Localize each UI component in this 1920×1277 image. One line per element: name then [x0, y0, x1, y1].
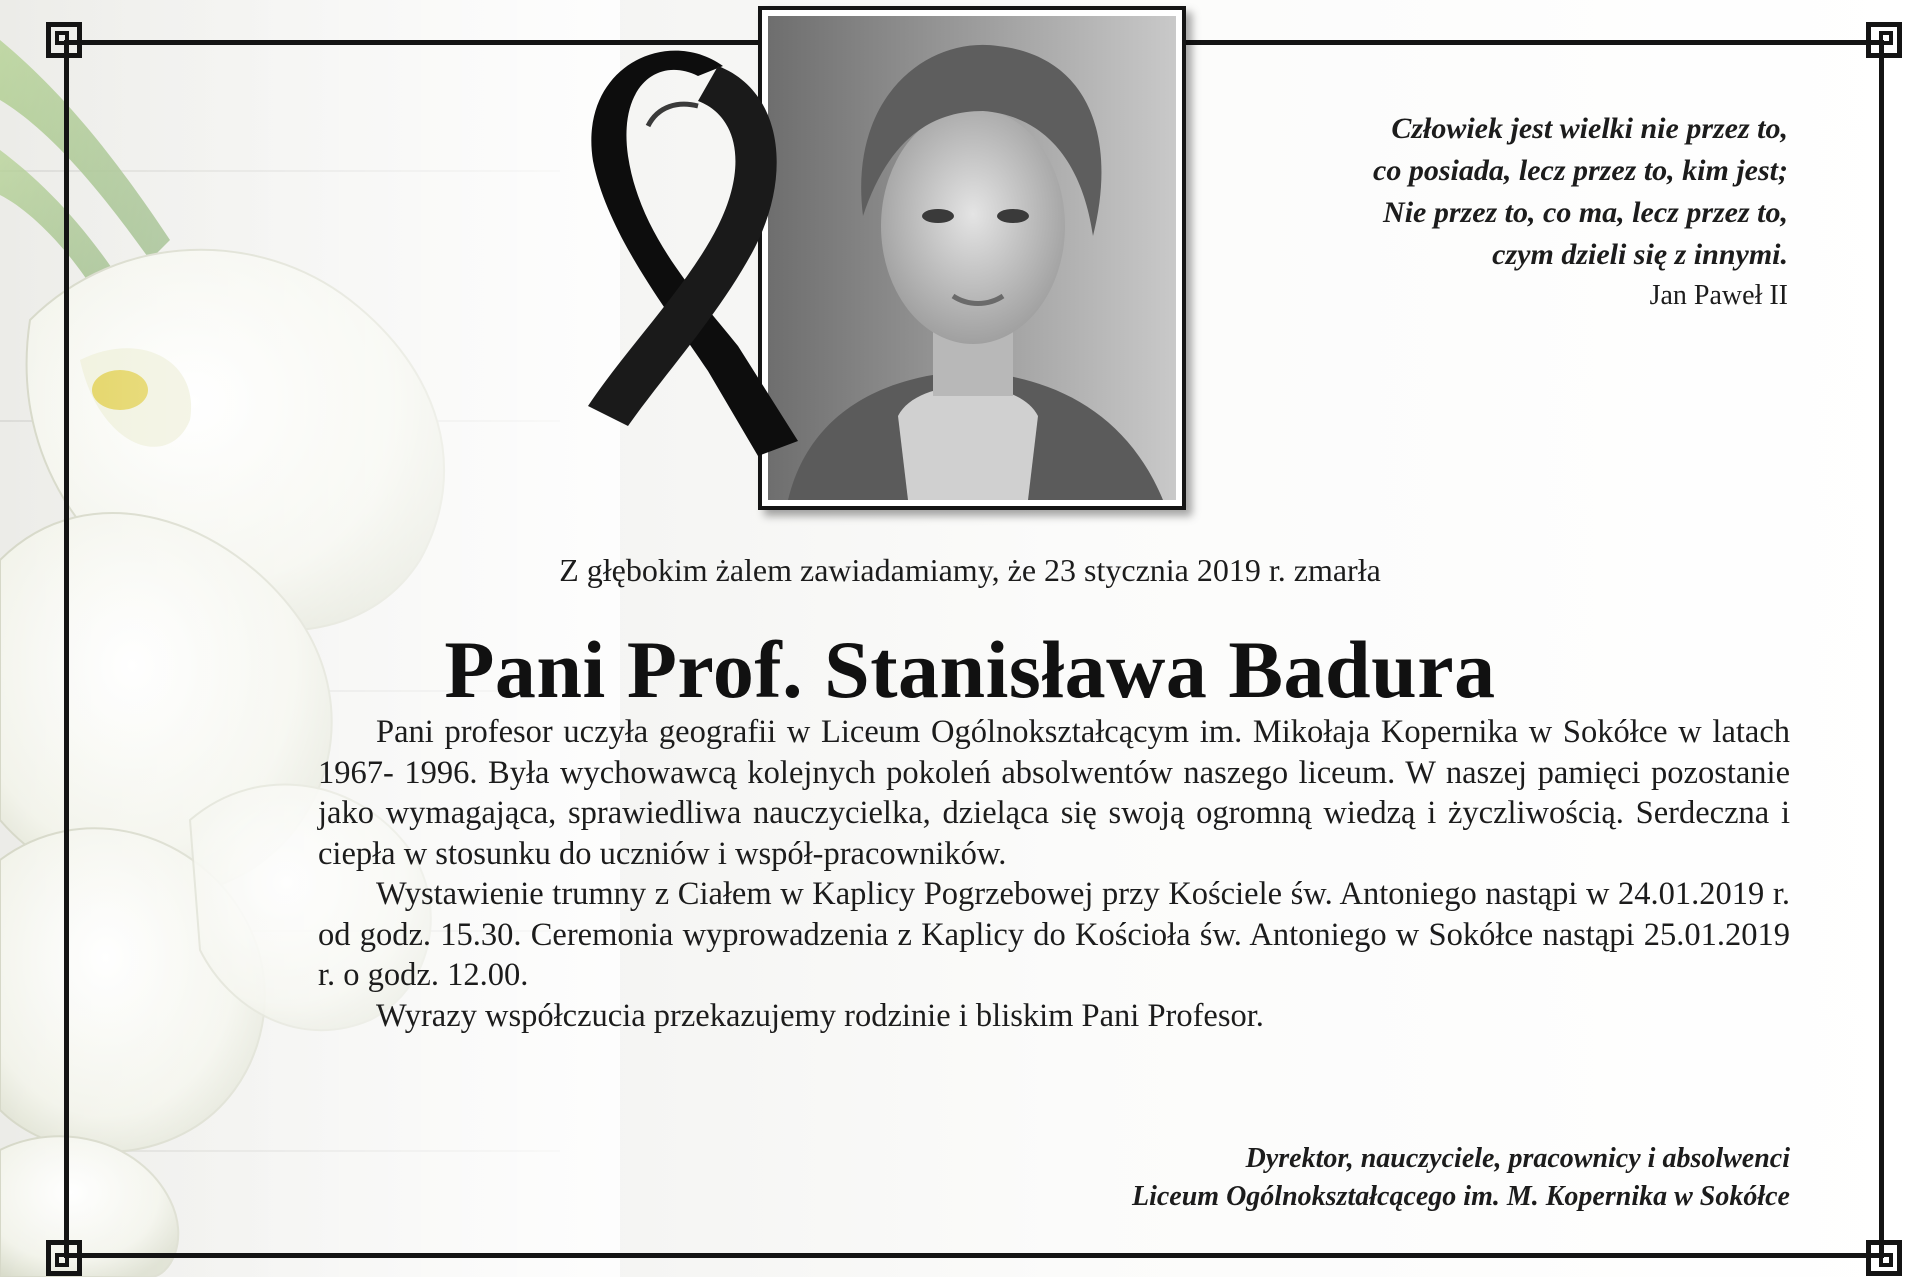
quote-line: czym dzieli się z innymi.	[1492, 238, 1788, 271]
deceased-name: Pani Prof. Stanisława Badura	[444, 624, 1496, 715]
announcement-intro: Z głębokim żalem zawiadamiamy, że 23 stycznia 2019 r. zmarła	[559, 552, 1381, 588]
frame-corner-ornament	[46, 22, 82, 58]
quote-block	[1148, 108, 1788, 316]
signature-line: Liceum Ogólnokształcącego im. M. Kopernika w Sokółce	[1132, 1181, 1790, 1212]
obituary-body	[318, 712, 1790, 1036]
frame-corner-ornament	[1866, 22, 1902, 58]
signature-block	[690, 1140, 1790, 1216]
quote-line: Człowiek jest wielki nie przez to,	[1391, 112, 1788, 145]
quote-line: co posiada, lecz przez to, kim jest;	[1373, 154, 1788, 187]
body-paragraph: Wyrazy współczucia przekazujemy rodzinie i bliskim Pani Profesor.	[376, 997, 1264, 1034]
quote-line: Nie przez to, co ma, lecz przez to,	[1383, 196, 1788, 229]
body-paragraph: Pani profesor uczyła geografii w Liceum Ogólnokształcącym im. Mikołaja Kopernika w Sokółce w latach 1967- 1996. Była wychowawcą kolejnych pokoleń absolwentów naszego liceum. W naszej pamięci pozostanie jako wymagająca, sprawiedliwa nauczycielka, dzieląca się swoją ogromną wiedzą i życzliwością. Serdeczna i ciepła w stosunku do uczniów i współ-pracowników.	[318, 714, 1790, 872]
frame-corner-ornament	[1866, 1240, 1902, 1276]
quote-author: Jan Paweł II	[1649, 280, 1788, 311]
body-paragraph: Wystawienie trumny z Ciałem w Kaplicy Pogrzebowej przy Kościele św. Antoniego nastąpi w 24.01.2019 r. od godz. 15.30. Ceremonia wyprowadzenia z Kaplicy do Kościoła św. Antoniego w Sokółce nastąpi 25.01.2019 r. o godz. 12.00.	[318, 876, 1790, 993]
mourning-ribbon-icon	[548, 46, 848, 476]
frame-corner-ornament	[46, 1240, 82, 1276]
signature-line: Dyrektor, nauczyciele, pracownicy i absolwenci	[1245, 1143, 1790, 1174]
